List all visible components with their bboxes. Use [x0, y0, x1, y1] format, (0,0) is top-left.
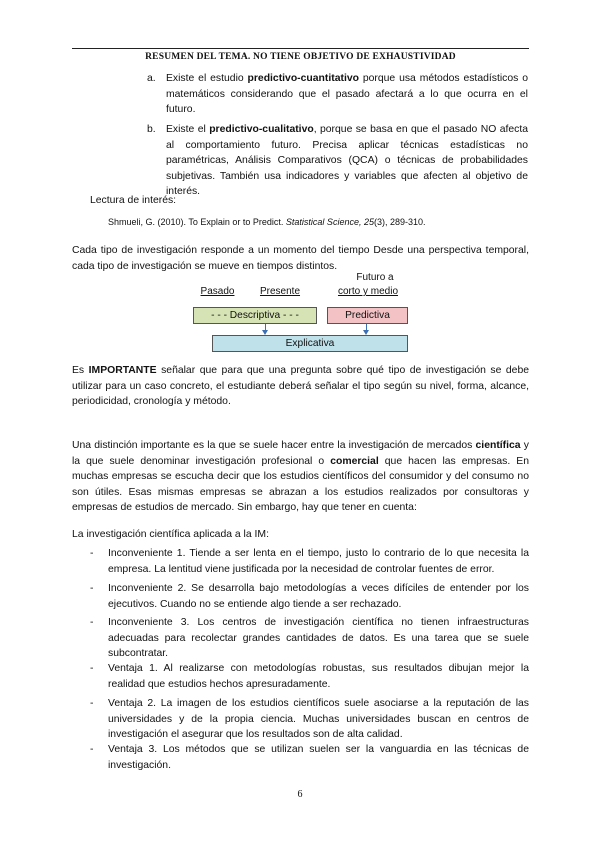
label-future-line1: Futuro a [356, 272, 394, 283]
bullet-marker: - [90, 698, 94, 709]
distinction-p3: que hacen las empresas. En muchas empresas se escucha decir que los estudios científicos del consumidor y del consumo no son útiles. Esas mismas empresas se abrazan a los estudios realizados por consultoras y empresas de estudios de mercado. Sin embargo, hay que tener en cuenta: [72, 455, 529, 513]
paragraph-important [72, 363, 529, 410]
list-item-a-pre: Existe el estudio [166, 73, 248, 84]
list-item-b-rest: , porque se basa en que el pasado NO afecta al comportamiento futuro. Precisa aplicar técnicas estadísticas no paramétricas, Análisis Comparativos (QCA) o técnicas de probabilidades subjetivas. También usa indicadores y variables que afecten al objetivo de interés. [166, 124, 528, 197]
important-bold: IMPORTANTE [88, 365, 157, 376]
reading-title: Lectura de interés: [90, 195, 177, 206]
list-label-a: a. [147, 73, 156, 84]
paragraph-distinction [72, 438, 529, 516]
list-item: Inconveniente 2. Se desarrolla bajo metodologías a veces difíciles de entender por los ejecutivos. Cuando no se entiende algo tiende a ser rechazado. [108, 583, 529, 610]
box-explicative: Explicativa [212, 335, 408, 352]
list-item-b-bold: predictivo-cualitativo [209, 124, 314, 135]
list-item: Ventaja 3. Los métodos que se utilizan suelen ser la vanguardia en las técnicas de investigación. [108, 744, 529, 771]
list-label-b: b. [147, 124, 156, 135]
bullet-marker: - [90, 744, 94, 755]
label-present: Presente [259, 286, 301, 297]
list-item: Ventaja 1. Al realizarse con metodologías robustas, sus resultados dibujan mejor la realidad que estudios hechos apresuradamente. [108, 663, 529, 690]
distinction-b1: científica [475, 440, 521, 451]
reference-journal: Statistical Science, 25 [285, 217, 374, 227]
box-descriptive: - - - Descriptiva - - - [193, 307, 317, 324]
list-item-b-pre: Existe el [166, 124, 210, 135]
bullet-marker: - [90, 583, 94, 594]
list-item-a-bold: predictivo-cuantitativo [247, 73, 359, 84]
reference [108, 216, 528, 229]
important-rest: señalar que para que una pregunta sobre qué tipo de investigación se debe utilizar para un caso concreto, el estudiante deberá señalar el tipo según su nivel, forma, alcance, periodicidad, cronología y método. [72, 365, 530, 407]
list-item: Inconveniente 3. Los centros de investigación científica no tienen infraestructuras adecuadas para recolectar grandes cantidades de datos. Es una tarea que se suele subcontratar. [108, 617, 529, 659]
bullet-marker: - [90, 663, 94, 674]
distinction-p1: Una distinción importante es la que se suele hacer entre la investigación de mercados [72, 440, 476, 451]
header-rule [72, 48, 529, 49]
science-list-title: La investigación científica aplicada a la IM: [72, 529, 269, 540]
list-item-a-rest: porque usa métodos estadísticos o matemáticos considerando que el pasado afectará a lo que ocurra en el futuro. [166, 73, 528, 115]
box-predictive: Predictiva [327, 307, 408, 324]
important-pre: Es [72, 365, 89, 376]
paragraph-time: Cada tipo de investigación responde a un momento del tiempo Desde una perspectiva temporal, cada tipo de investigación se mueve en tiempos distintos. [72, 245, 529, 272]
distinction-b2: comercial [330, 455, 379, 467]
page-number: 6 [297, 789, 303, 800]
page-header: RESUMEN DEL TEMA. NO TIENE OBJETIVO DE EXHAUSTIVIDAD [145, 52, 456, 62]
label-future-line2: corto y medio [337, 286, 399, 297]
reference-post: (3), 289-310. [373, 217, 426, 227]
list-item-a [166, 71, 528, 118]
list-item: Ventaja 2. La imagen de los estudios científicos suele asociarse a la reputación de las universidades y de la propia ciencia. Muchas universidades buscan en centros de investigación el asegurar que los resultados son de alta calidad. [108, 698, 529, 740]
label-past: Pasado [200, 286, 235, 297]
list-item: Inconveniente 1. Tiende a ser lenta en el tiempo, justo lo contrario de lo que necesita la empresa. La lentitud viene justificada por la necesidad de controlar fuentes de error. [108, 548, 529, 575]
distinction-p2: y la que suele denominar investigación profesional o [72, 440, 529, 467]
bullet-marker: - [90, 617, 94, 628]
list-item-b [166, 122, 528, 200]
reference-pre: Shmueli, G. (2010). To Explain or to Predict. [108, 217, 286, 227]
bullet-marker: - [90, 548, 94, 559]
